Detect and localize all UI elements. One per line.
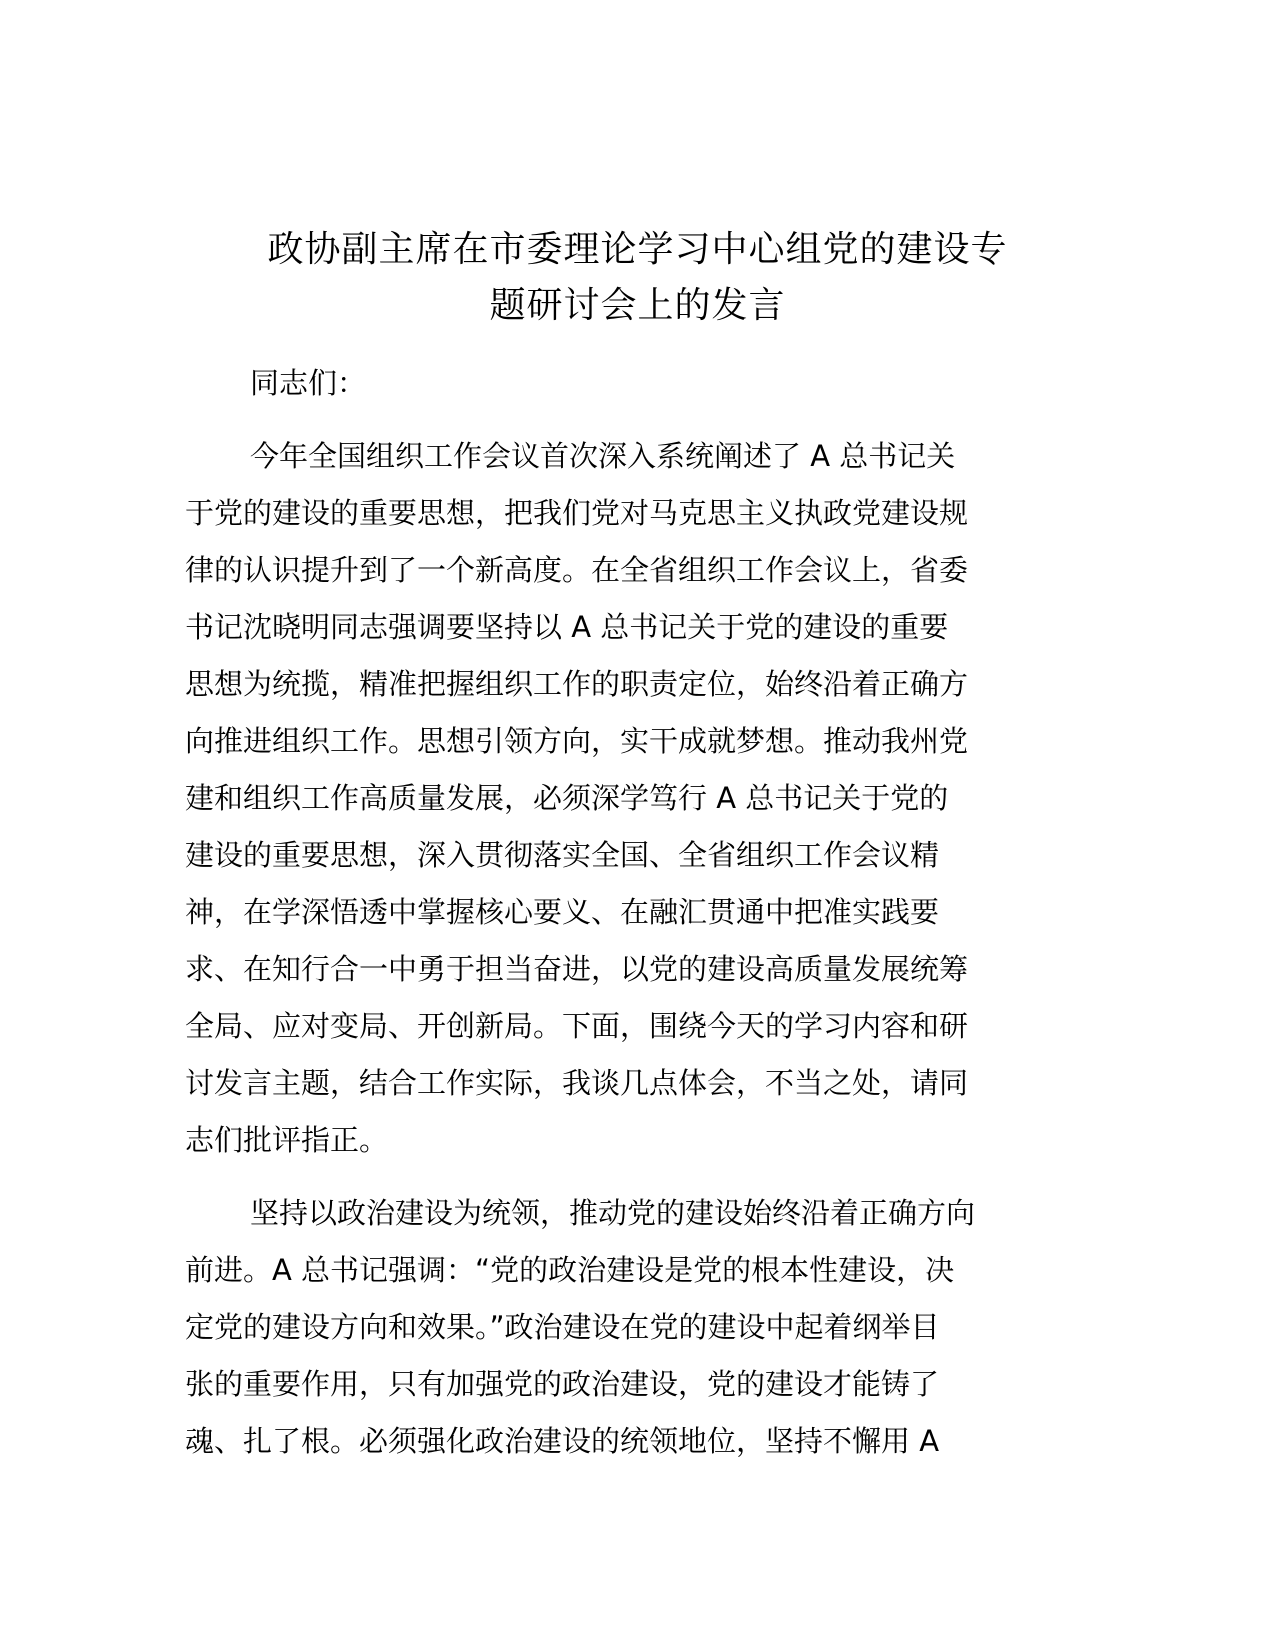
paragraph-line: 前进。A 总书记强调：“党的政治建设是党的根本性建设，决: [185, 1253, 955, 1287]
paragraph-line: 讨发言主题，结合工作实际，我谈几点体会，不当之处，请同: [185, 1066, 969, 1100]
paragraph-line: 思想为统揽，精准把握组织工作的职责定位，始终沿着正确方: [185, 667, 969, 701]
title-line: 题研讨会上的发言: [489, 285, 786, 326]
paragraph-line: 建和组织工作高质量发展，必须深学笃行 A 总书记关于党的: [185, 781, 949, 815]
paragraph-line: 今年全国组织工作会议首次深入系统阐述了 A 总书记关: [250, 439, 956, 473]
paragraph-line: 律的认识提升到了一个新高度。在全省组织工作会议上，省委: [185, 553, 969, 587]
paragraph-line: 神，在学深悟透中掌握核心要义、在融汇贯通中把准实践要: [185, 895, 940, 929]
paragraph-line: 全局、应对变局、开创新局。下面，围绕今天的学习内容和研: [185, 1009, 969, 1043]
paragraph-line: 魂、扎了根。必须强化政治建设的统领地位，坚持不懈用 A: [185, 1424, 940, 1458]
paragraph-line: 求、在知行合一中勇于担当奋进，以党的建设高质量发展统筹: [185, 952, 969, 986]
paragraph-line: 书记沈晓明同志强调要坚持以 A 总书记关于党的建设的重要: [185, 610, 949, 644]
paragraph-2: [185, 1185, 1090, 1470]
salutation-text: 同志们：: [250, 366, 367, 400]
paragraph-line: 于党的建设的重要思想，把我们党对马克思主义执政党建设规: [185, 496, 969, 530]
paragraph-line: 坚持以政治建设为统领，推动党的建设始终沿着正确方向: [250, 1196, 976, 1230]
paragraph-line: 志们批评指正。: [185, 1123, 389, 1157]
document-body: [185, 355, 1090, 1470]
paragraph-line: 向推进组织工作。思想引领方向，实干成就梦想。推动我州党: [185, 724, 969, 758]
paragraph-1: [185, 428, 1090, 1169]
paragraph-line: 建设的重要思想，深入贯彻落实全国、全省组织工作会议精: [185, 838, 940, 872]
title-line: 政协副主席在市委理论学习中心组党的建设专: [267, 229, 1008, 270]
paragraph-line: 张的重要作用，只有加强党的政治建设，党的建设才能铸了: [185, 1367, 940, 1401]
paragraph-line: 定党的建设方向和效果。”政治建设在党的建设中起着纲举目: [185, 1310, 940, 1344]
document-title: [150, 222, 1125, 334]
salutation: [185, 355, 1090, 412]
